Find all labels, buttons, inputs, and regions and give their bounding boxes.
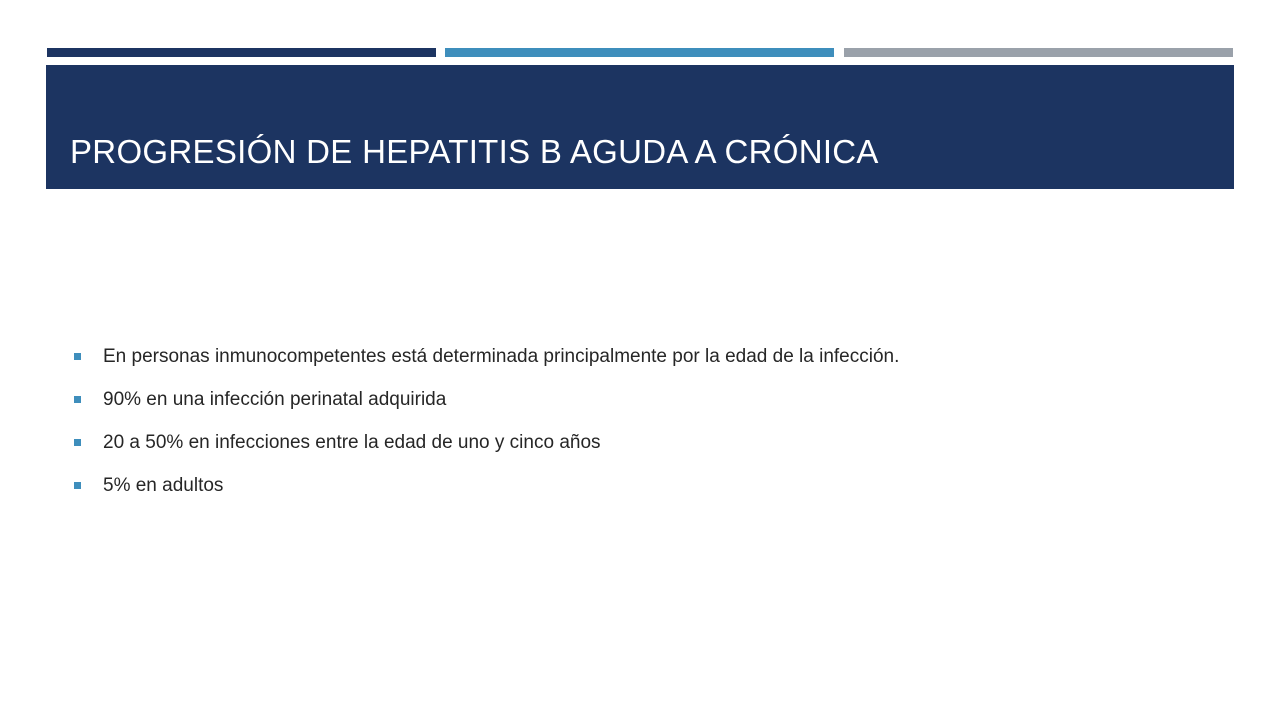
square-bullet-icon xyxy=(74,482,81,489)
accent-bar-gray xyxy=(844,48,1233,57)
square-bullet-icon xyxy=(74,396,81,403)
bullet-item xyxy=(74,346,1174,389)
bullet-item xyxy=(74,475,1174,518)
bullet-list xyxy=(74,346,1174,518)
bullet-item xyxy=(74,389,1174,432)
title-band xyxy=(46,65,1234,189)
bullet-text: En personas inmunocompetentes está determinada principalmente por la edad de la infección. xyxy=(103,346,900,367)
bullet-item xyxy=(74,432,1174,475)
bullet-text: 5% en adultos xyxy=(103,475,224,496)
bullet-text: 20 a 50% en infecciones entre la edad de uno y cinco años xyxy=(103,432,601,453)
bullet-text: 90% en una infección perinatal adquirida xyxy=(103,389,447,410)
accent-bar-blue xyxy=(445,48,834,57)
square-bullet-icon xyxy=(74,353,81,360)
square-bullet-icon xyxy=(74,439,81,446)
accent-bar-dark xyxy=(47,48,436,57)
slide-title: PROGRESIÓN DE HEPATITIS B AGUDA A CRÓNICA xyxy=(70,133,879,170)
